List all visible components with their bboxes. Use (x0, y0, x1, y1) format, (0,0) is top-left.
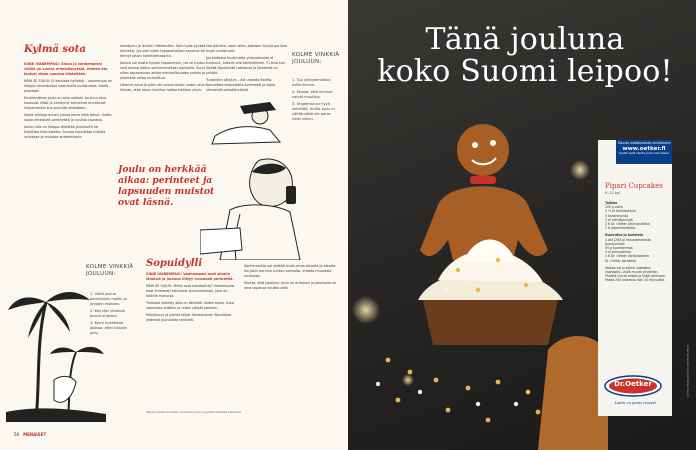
section-title-1: Taikina (605, 201, 618, 205)
sopuidylli-para-2: Yhdessä vietetty aika on tärkeää. Voitte sopia, kuka valmistaa mitäkin ja miten päivät jaetaan. (146, 301, 234, 310)
mid-column-top (120, 44, 210, 162)
website-promo-line-3: Löydät sieltä ideoita joulun leivontaan! (618, 151, 670, 155)
kylma-para-4: Joulun alla on helppo lähettää joulukortti tai kirjoittaa kirje kaikille. Sanoja kannattaa miettiä rauhassa ja muistaa anteeksianto. (24, 125, 106, 139)
sopuidylli-title: Sopuidylli (146, 258, 203, 269)
kylma-para-2: Ensimmäinen joulu on aina vaikein. Jouluun aina kuuluvat riidat ja kiristynyt tunnelma muuttuvat helpommiksi kun puhutte etukäteen. (24, 96, 107, 110)
gingerbread-man (420, 124, 548, 260)
right-page-ad (348, 0, 696, 450)
sopuidylli-para-3: Kiitollisuus ja pienet lahjat ilahduttavat. Nauttikaa yhdessä jouluisista hetkistä. (146, 313, 231, 322)
kylma-para-3: Vasta viikkoja ennen juhlaa kerro mitä toivot. Voitte sopia yhteisistä perinteistä ja uusista tavoista. (24, 113, 112, 122)
ingredient: 1 tl Dr. Oetker Vaniljasokeria (605, 254, 650, 259)
mid-para-1: kemäpeni jo leuhän riitelemään. Voit myös pyytää anteeksi, jos olet viime tapaamisellasi sanonut tai tehnyt jotain harkitsematonta. (120, 44, 206, 58)
kylma-lead: SINIE IVANEMPÄSI: Sinun ja vanhempiesi välillä on suuria erimielisyyksiä, etenkä ota joulusi viime vuosina kiistellään. (24, 62, 108, 76)
recipe-ingredients (605, 198, 667, 283)
website-promo-line-1: Tutustu uudistuneisiin sivuihimme (617, 141, 671, 145)
ingredient: 2 tl piparimausteita (605, 226, 636, 231)
ingredient: Dr. Oetker koristeita (605, 258, 637, 263)
vinkki-2-2: 2. Käy läpi yhdessä joulun ohjelma. (90, 309, 125, 319)
sopuidylli-column (146, 272, 236, 408)
website-promo-box[interactable] (616, 140, 672, 164)
ingredient: 2 tl Dr. Oetker Leivinjauhetta (605, 222, 650, 227)
kolme-vinkkia-heading-2: KOLME VINKKIÄ JOULUUN: (86, 264, 134, 277)
logo-text: Dr.Oetker (614, 380, 652, 388)
kylma-sota-title: Kylmä sota (24, 44, 86, 55)
ad-slogan: Laatu on paras resepti. (614, 401, 658, 405)
ingredient: 1 pkt (200 g) maustamatonta tuorejuustoa (605, 237, 651, 246)
vinkki-2-1: 1. Vietä joulua perinteisen mallin ja arvojen mukaan. (90, 292, 127, 307)
woman-phone-illustration (200, 150, 320, 260)
mid-para-2: Joulusi voi avata hyvien tapaamisen, jos se tuntuu sinä alussa oletus vanhemmaltasi sopivalta. Suuri sillan tapaaminen antaa mahdollisuuden palata ja jokaiselle aikaa rauhoittua. (120, 61, 206, 80)
vinkki-1-3: 3. Ongelmat on hyvä selvittää, mutta joulu ei välttämättä ole paras hetki siihen. (292, 101, 335, 122)
vinkki-1-2: 2. Muista, että ihmiset voivat muuttua. (292, 89, 333, 100)
ad-headline (360, 24, 690, 88)
recipe-servings: 6–12 kpl (605, 191, 621, 195)
kylma-column (24, 62, 114, 192)
recipe-title: Pipari Cupcakes (605, 182, 663, 190)
ingredient: 200 g voita (605, 205, 623, 210)
sopuidylli-para-5: Muista, että jokainen joulu on erilainen ja jokaisella on oma tapansa nauttia siitä. (244, 281, 337, 290)
mid-para-3: Lämmin sana ja pieni ele voivat avata uuden alun. Muista, ettei sinun tarvitse hoitaa kaikkea yksin. (120, 83, 206, 92)
right-para-3: Tunteiden säilytys – älä unohda itseäsi. Kannattaa keskustella avoimesti ja sopia yhteisistä pelisäännöistä. (206, 78, 276, 92)
headline-line-2: koko Suomi leipoo! (377, 54, 673, 89)
magazine-name: MENAISET (23, 432, 47, 437)
pull-quote: Joulu on herkkää aikaa: perinteet ja lapsuuden muistot ovat läsnä. (118, 164, 215, 208)
recipe-method: Vatkaa voi ja sokeri vaaleaksi vaahdoksi. Lisää munat yksitellen. Yhdistä kuivat aineet ja lisää taikinaan. Paista 200 asteessa noin 20 minuuttia. (605, 265, 666, 283)
website-url[interactable]: www.oetker.fi (622, 145, 666, 152)
sopuidylli-para-4: Vanhemmille voi esittää myös omia toiveita ja ideoita. Jos jokin perinne tuntuu vanhalta, ehdota muutosta rauhassa. (244, 264, 337, 278)
right-para-1: kaa palveta, vaan ollein jokaisen ilpryjä perinne myös uudistuvat. (206, 44, 288, 53)
kolme-vinkkia-heading-1: KOLME VINKKIÄ JOULUUN: (292, 52, 340, 65)
page-number: 56 (14, 432, 20, 437)
sopuidylli-lead: SINIE IVANEMPÄSI: Vanhempasi ovat sinulle läheisiä ja jouluun liittyy runsaasti perinteitä. (146, 272, 234, 281)
image-caption: Näissä ohjeissa kuvataan muutamia joulun tyypillisiä tilanteita perheissä. (146, 411, 242, 414)
ingredient: 1 ½ dl fariinisokeria (605, 209, 636, 214)
right-para-2: Jos kaikesta huolimatta yhteydenotto ei tuntunut, kokeile olla kärsivällinen. Ei aina kun löytää täydellistä ratkaisua ja tärkeintä on yrittää. (206, 56, 286, 75)
ingredient: 3 kananmunaa (605, 213, 629, 218)
vinkki-2-3: 3. Kerro toiveistasi ajoissa, ettei kukaan pety. (90, 321, 127, 336)
sopuidylli-para-1: RÄIN SE SUJUU: Mitkä ovat kohokohtia? Vanhempasi ovat ilmeisesti tottuneet joulunviettoon, joka on kaikille mieluisa. (146, 284, 235, 298)
phone-illustration (210, 96, 290, 146)
ingredient: 50 g tuorekermaa (605, 246, 633, 251)
facebook-url: www.facebook.com/drOetkerSuomi (686, 345, 690, 398)
ingredient: 3 dl vehnäjauhoja (605, 217, 633, 222)
palm-tree-illustration (6, 282, 106, 422)
ingredient: 3 dl tomusokeria (605, 250, 631, 255)
vinkki-1-1: 1. Tuo yhteydenottoa esille kerran. (292, 78, 331, 88)
section-title-2: Kuorrutus ja koristelu (605, 233, 644, 238)
headline-line-1: Tänä jouluna (425, 22, 625, 57)
page-folio (14, 432, 46, 437)
sopuidylli-column-2 (244, 264, 340, 408)
kylma-para-1: RÄIN SE SUJUU: Ei kannata hyökätä – vanhempia on helppo raivostuttaa vaatimalla uudistuksia. Aloita pienestä. (24, 79, 113, 93)
